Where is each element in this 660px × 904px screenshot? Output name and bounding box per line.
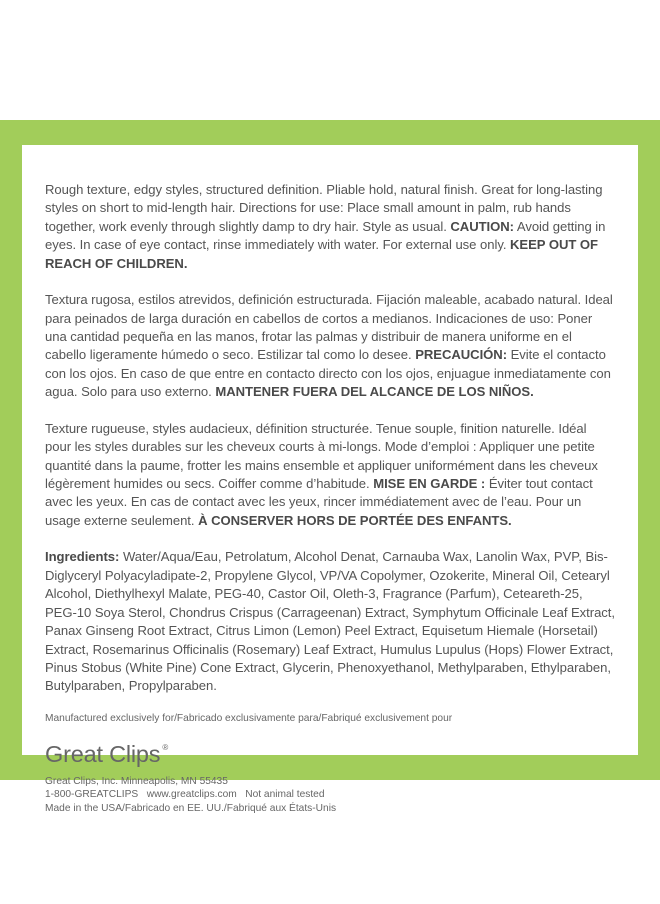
label-panel bbox=[22, 145, 638, 814]
french-paragraph bbox=[45, 420, 616, 530]
english-warning: KEEP OUT OF REACH OF CHILDREN. bbox=[45, 237, 598, 271]
company-contact: 1-800-GREATCLIPS www.greatclips.com Not animal tested bbox=[45, 789, 325, 801]
english-caution-text: Avoid getting in eyes. In case of eye contact, rinse immediately with water. For external use only. bbox=[45, 218, 606, 253]
manufactured-for-line: Manufactured exclusively for/Fabricado exclusivamente para/Fabriqué exclusivement pour bbox=[45, 712, 453, 724]
company-address: Great Clips, Inc. Minneapolis, MN 55435 bbox=[45, 776, 228, 788]
spanish-intro: Textura rugosa, estilos atrevidos, definición estructurada. Fijación maleable, acabado natural. Ideal para peinados de larga duración en cabellos de cortos a medianos. Indicaciones de uso: Poner una cantidad pequeña en las manos, frotar las palmas y distribuir de manera uniforme en el cabello ligeramente húmedo o seco. Estilizar tal como lo desee. bbox=[45, 292, 613, 363]
english-intro: Rough texture, edgy styles, structured definition. Pliable hold, natural finish. Great for long-lasting styles on short to mid-length hair. Directions for use: Place small amount in palm, rub hands together, work evenly through slightly damp to dry hair. Style as usual. bbox=[45, 182, 603, 234]
english-paragraph bbox=[45, 181, 616, 273]
ingredients-paragraph bbox=[45, 548, 616, 695]
country-of-origin: Made in the USA/Fabricado en EE. UU./Fabriqué aux États-Unis bbox=[45, 802, 337, 814]
registered-mark: ® bbox=[162, 743, 169, 753]
french-intro: Texture rugueuse, styles audacieux, définition structurée. Tenue souple, finition naturelle. Idéal pour les styles durables sur les cheveux courts à mi-longs. Mode d’emploi : Appliquer une petite quantité dans la paume, frotter les mains ensemble et appliquer uniformément dans les cheveux légèrement humides ou secs. Coiffer comme d’habitude. bbox=[45, 420, 598, 492]
spanish-caution-text: Evite el contacto con los ojos. En caso de que entre en contacto directo con los ojos, enjuague inmediatamente con agua. Solo para uso externo. bbox=[45, 347, 611, 400]
french-warning: À CONSERVER HORS DE PORTÉE DES ENFANTS. bbox=[198, 512, 512, 528]
logo-wordmark: Great Clips bbox=[45, 741, 161, 768]
spanish-paragraph bbox=[45, 291, 616, 401]
great-clips-logo bbox=[45, 741, 616, 767]
ingredients-label: Ingredients: bbox=[45, 549, 120, 565]
french-caution-label: MISE EN GARDE : bbox=[373, 476, 486, 492]
english-caution-label: CAUTION: bbox=[450, 218, 514, 234]
spanish-warning: MANTENER FUERA DEL ALCANCE DE LOS NIÑOS. bbox=[215, 384, 534, 400]
french-caution-text: Éviter tout contact avec les yeux. En cas de contact avec les yeux, rincer immédiatement avec de l’eau. Pour un usage externe seulement. bbox=[45, 476, 593, 528]
spanish-caution-label: PRECAUCIÓN: bbox=[415, 347, 508, 363]
ingredients-list: Water/Aqua/Eau, Petrolatum, Alcohol Denat, Carnauba Wax, Lanolin Wax, PVP, Bis-Diglyceryl Polyacyladipate-2, Propylene Glycol, VP/VA Copolymer, Ozokerite, Mineral Oil, Cetearyl Alcohol, Diethylhexyl Malate, PEG-40, Castor Oil, Oleth-3, Fragrance (Parfum), Ceteareth-25, PEG-10 Soya Sterol, Chondrus Crispus (Carrageenan) Extract, Symphytum Officinale Leaf Extract, Panax Ginseng Root Extract, Citrus Limon (Lemon) Peel Extract, Equisetum Hiemale (Horsetail) Extract, Rosemarinus Officinalis (Rosemary) Leaf Extract, Humulus Lupulus (Hops) Flower Extract, Pinus Stobus (White Pine) Cone Extract, Glycerin, Phenoxyethanol, Methylparaben, Ethylparaben, Butylparaben, Propylparaben. bbox=[45, 549, 615, 694]
